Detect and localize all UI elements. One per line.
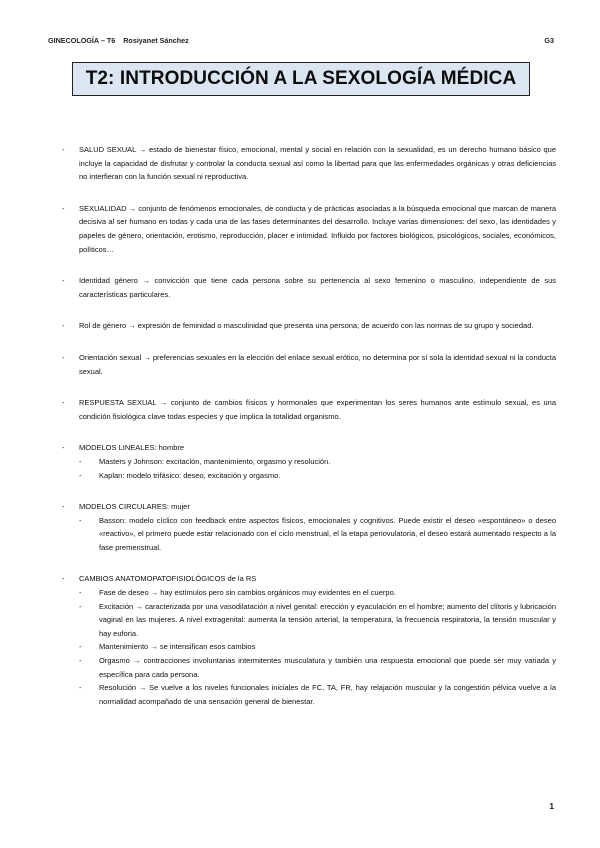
- page-title: T2: INTRODUCCIÓN A LA SEXOLOGÍA MÉDICA: [85, 68, 517, 89]
- sub-item: [79, 681, 556, 708]
- sub-item: [79, 654, 556, 681]
- list-item-identidad-genero: [62, 274, 556, 301]
- bullet: -: [62, 398, 65, 408]
- sub-bullet: -: [79, 456, 82, 466]
- group-label: G3: [544, 36, 554, 45]
- item-text: Identidad género → convicción que tiene cada persona sobre su pertenencia al sexo femenino o masculino, independiente de sus características particulares.: [79, 276, 556, 299]
- sub-item-text: Resolución → Se vuelve a los niveles funcionales iniciales de FC, TA, FR, hay relajación muscular y la congestión pélvica vuelve a la normalidad acompañado de una sensación general de bienestar.: [99, 683, 556, 706]
- title-box: [72, 62, 530, 96]
- sub-bullet: -: [79, 515, 82, 525]
- sub-item: [79, 455, 556, 469]
- sub-bullet: -: [79, 642, 82, 652]
- sub-item-text: Fase de deseo → hay estímulos pero sin cambios orgánicos muy evidentes en el cuerpo.: [99, 588, 396, 598]
- list-item-sexualidad: [62, 202, 556, 256]
- bullet: -: [62, 145, 65, 154]
- item-text: SEXUALIDAD → conjunto de fenómenos emocionales, de conducta y de prácticas asociadas a la búsqueda emocional que marcan de manera decisiva al ser humano en todas y cada una de las fases determinantes del desarrollo. Incluye varias dimensiones: del sexo, las identidades y papeles de género, orientación, erotismo, reproducción, placer e intimidad. Influido por factores biológicos, psicológicos, sociales, económicos, políticos…: [79, 203, 556, 254]
- list-item-rol-genero: [62, 319, 556, 333]
- bullet: -: [62, 203, 65, 213]
- list-item-salud-sexual: [62, 143, 556, 184]
- sub-item: [79, 600, 556, 641]
- bullet: -: [62, 574, 65, 584]
- sub-item-text: Masters y Johnson: excitación, mantenimiento, orgasmo y resolución.: [99, 456, 331, 466]
- item-heading: MODELOS CIRCULARES: mujer: [79, 502, 190, 512]
- sub-bullet: -: [79, 656, 82, 666]
- item-text: Rol de género → expresión de feminidad o masculinidad que presenta una persona; de acuerdo con las normas de su grupo y sociedad.: [79, 321, 534, 331]
- bullet: -: [62, 443, 65, 453]
- list-item-respuesta-sexual: [62, 396, 556, 423]
- sub-item-text: Mantenimiento → se intensifican esos cambios: [99, 642, 256, 652]
- header-left: [48, 36, 189, 45]
- bullet: -: [62, 502, 65, 512]
- author-label: Rosiyanet Sánchez: [123, 36, 189, 45]
- sub-item: [79, 514, 556, 555]
- bullet: -: [62, 321, 65, 331]
- bullet: -: [62, 352, 65, 362]
- sub-bullet: -: [79, 683, 82, 693]
- page-number: 1: [549, 802, 554, 811]
- item-heading: CAMBIOS ANATOMOPATOFISIOLÓGICOS de la RS: [79, 574, 257, 584]
- sub-item-text: Kaplan: modelo trifásico: deseo, excitación y orgasmo.: [99, 470, 281, 480]
- document-body: [62, 143, 556, 708]
- item-text: SALUD SEXUAL → estado de bienestar físico, emocional, mental y social en relación con la sexualidad, es un derecho humano básico que incluye la capacidad de disfrutar y controlar la conducta sexual así como la libertad para que las enfermedades orgánicas y otras deficiencias no interfieran con la función sexual ni reproductiva.: [79, 145, 556, 182]
- sub-item-text: Excitación → caracterizada por una vasodilatación a nivel genital: erección y eyaculación en el hombre; aumento del clítoris y lubricación vaginal en las mujeres. A nivel extragenital: aumenta la tensión arterial, la temperatura, la frecuencia respiratoria, la tensión muscular y hay euforia.: [99, 601, 556, 638]
- sub-item: [79, 586, 556, 600]
- course-label: GINECOLOGÍA – T6: [48, 36, 116, 45]
- item-heading: MODELOS LINEALES: hombre: [79, 443, 185, 453]
- item-text: Orientación sexual → preferencias sexuales en la elección del enlace sexual erótico, no determina por sí sola la identidad sexual ni la conducta sexual.: [79, 352, 556, 376]
- list-item-cambios: [62, 572, 556, 586]
- sub-item-text: Basson: modelo cíclico con feedback entre aspectos físicos, emocionales y cognitivos. Puede existir el deseo «espontáneo» o deseo «reactivo», el primero puede estar relacionado con el ciclo menstrual, el la etapa periovulatoria, el deseo estará aumentado respecto a la fase premenstrual.: [99, 515, 556, 552]
- sub-item-text: Orgasmo → contracciones involuntarias intermitentes musculatura y también una respuesta emocional que puede ser muy variada y específica para cada persona.: [99, 656, 556, 679]
- item-text: RESPUESTA SEXUAL → conjunto de cambios físicos y hormonales que experimentan los seres humanos ante estímulo sexual, es una condición fisiológica clave todas especies y que implica la totalidad organismo.: [79, 398, 556, 421]
- list-item-orientacion-sexual: [62, 351, 556, 378]
- bullet: -: [62, 276, 65, 286]
- sub-item: [79, 469, 556, 483]
- sub-bullet: -: [79, 588, 82, 598]
- sub-bullet: -: [79, 601, 82, 611]
- sub-item: [79, 640, 556, 654]
- sub-bullet: -: [79, 470, 82, 480]
- list-item-modelos-circulares: [62, 500, 556, 514]
- list-item-modelos-lineales: [62, 441, 556, 455]
